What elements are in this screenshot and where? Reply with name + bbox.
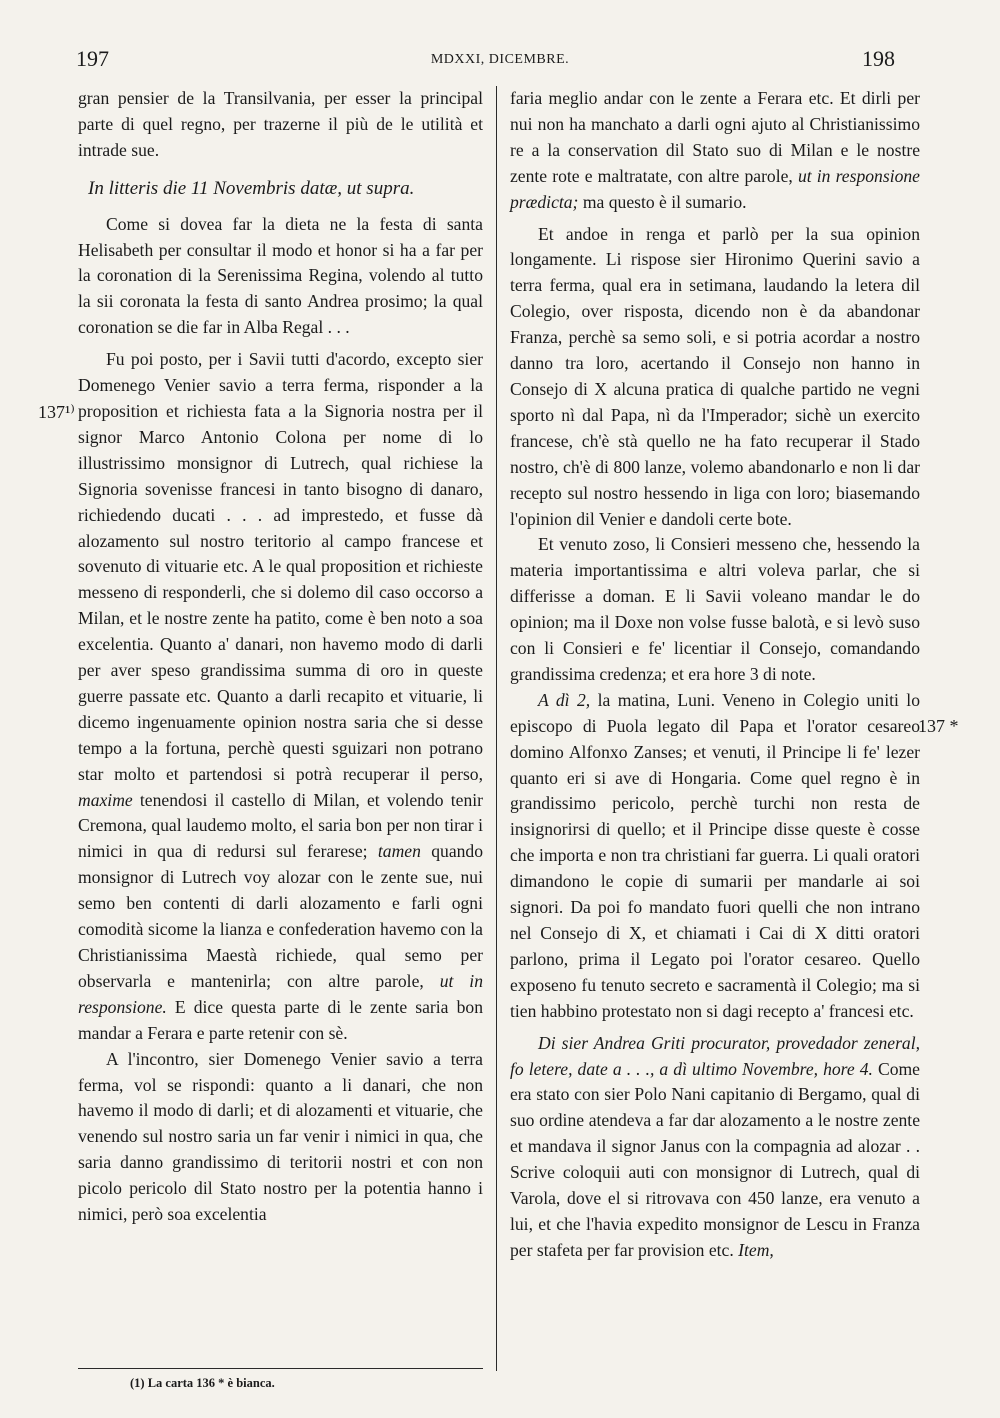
paragraph: A dì 2, la matina, Luni. Veneno in Colegio uniti lo episcopo di Puola legato dil Papa et l'orator cesareo domino Alfonxo Zanses; et venuti, il Principe li fe' lezer quanto eri si ave di Hongaria. Come quel regno è in grandissimo pericolo, perchè turchi non resta de insignorirsi di quello; et il Principe disse queste è cosse che importa e non tra christiani far guerra. Li quali oratori dimandono le copie di sumarii per mandarle ai soi signori. Da poi fo mandato fuori quelli che non intrano nel Consejo di X, et chiamati i Cai di X ditti oratori parlono, prima il Legato poi l'orator cesareo. Quello exposeno fu tenuto secreto e sacramentà il Colegio; ma si tien habbino protestato non si dagi recepto a' francesi etc.: [510, 689, 920, 1021]
paragraph: gran pensier de la Transilvania, per esser la principal parte di quel regno, per trazerne il più de le utilità et intrade sue.: [78, 88, 483, 160]
left-column: [78, 86, 483, 1228]
section-heading: In litteris die 11 Novembris datæ, ut supra.: [88, 177, 415, 199]
right-column: [510, 86, 920, 1264]
italic-phrase: ut in responsione prædicta;: [510, 165, 920, 212]
paragraph: A l'incontro, sier Domenego Venier savio a terra ferma, vol se rispondi: quanto a li danari, che non havemo il modo di darli; et di alozamenti et vituarie, che venendo sul nostro saria un far venir i nimici in qua, che saria danno grandissimo di teritorii nostri et con non picolo pericolo dil Stato nostro per la potentia hanno i nimici, però soa excelentia: [78, 1048, 483, 1225]
footnote-rule: [78, 1368, 483, 1369]
footnote: (1) La carta 136 * è bianca.: [130, 1376, 275, 1390]
column-divider: [496, 86, 497, 1371]
italic-date: A dì 2,: [538, 689, 591, 710]
page-header: [0, 46, 1000, 78]
italic-word: Item,: [738, 1239, 774, 1260]
paragraph: Et venuto zoso, li Consieri messeno che, hessendo la materia importantissima e altri voleva parlar, che si differisse a doman. E li Savii voleano mandar le do opinion; ma il Doxe non volse fusse balotà, e si levò suso con li Consieri e fe' licentiar il Consejo, comandando grandissima credenza; et era hore 3 di note.: [510, 534, 920, 684]
running-title: MDXXI, DICEMBRE.: [430, 52, 570, 67]
paragraph: Come si dovea far la dieta ne la festa di santa Helisabeth per consultar il modo et honor si ha a far per la coronation di la Serenissima Regina, volendo al tutto la sii coronata la festa di santo Andrea prosimo; la qual coronation se die far in Alba Regal . . .: [78, 213, 483, 338]
right-page-number: 198: [862, 46, 895, 71]
italic-letter-heading: Di sier Andrea Griti procurator, provedador zeneral, fo letere, date a . . ., a dì ultimo Novembre, hore 4.: [510, 1032, 920, 1079]
left-margin-note: 137¹⁾: [38, 402, 75, 422]
left-page-number: 197: [76, 46, 109, 71]
italic-word: tamen: [377, 841, 421, 862]
italic-word: maxime: [78, 789, 133, 810]
paragraph: Et andoe in renga et parlò per la sua opinion longamente. Li rispose sier Hironimo Querini savio a terra ferma, qual era in setimana, laudando la letera dil Colegio, over risposta, dicendo non è da abandonar Franza, perchè sa semo soli, e si potria acordar a nostro danno tra loro, acertando il Consejo non hanno in Consejo di X alcuna pratica di qualche partido ne vegni sporto nì dal Papa, nì da l'Imperador; sichè un exercito francese, ch'è stà quello ne ha fato recuperar il Stado nostro, ch'è di 800 lanze, volemo abandonarlo e non li dar recepto sul nostro hessendo in liga con loro; biasemando l'opinion dil Venier e dandoli certe bote.: [510, 223, 920, 529]
right-margin-note: 137 *: [918, 716, 959, 736]
italic-phrase: ut in responsione.: [78, 970, 483, 1017]
paragraph: faria meglio andar con le zente a Ferara etc. Et dirli per nui non ha manchato a darli ogni ajuto al Christianissimo re a la conservation dil Stato suo di Milan e le nostre zente rote e maltratate, con altre parole, ut in responsione prædicta; ma questo è il sumario.: [510, 88, 920, 212]
paragraph: Fu poi posto, per i Savii tutti d'acordo, excepto sier Domenego Venier savio a terra ferma, risponder a la proposition et richiesta fata a la Signoria nostra per il signor Marco Antonio Colona per nome di lo illustrissimo monsignor di Lutrech, qual richiese la Signoria sovenisse francesi in tanto bisogno di danaro, richiedendo ducati . . . ad imprestedo, et fusse dà alozamento sul nostro teritorio al campo francese et sovenuto di vituarie etc. A le qual proposition et richieste messeno di responderli, che si dolemo dil caso occorso a Milan, et le nostre zente ha patito, come è ben noto a soa excelentia. Quanto a' danari, non havemo modo di darli per aver speso grandissima summa di oro in queste guerre passate etc. Quanto a darli recapito et vituarie, li dicemo ingenuamente opinion nostra saria che si desse tempo a la fortuna, perchè questi sguizari non potrano star molto et partendosi si potrà recuperar il perso, maxime tenendosi il castello di Milan, et volendo tenir Cremona, qual laudemo molto, el saria bon per non tirar i nimici in qua di redursi sul ferarese; tamen quando monsignor di Lutrech voy alozar con le zente sue, nui semo ben contenti di darli alozamento e farli ogni comodità sicome la lianza e confederation havemo con la Christianissima Maestà richiede, qual semo per observarla e mantenirla; con altre parole, ut in responsione. E dice questa parte di le zente saria bon mandar a Ferara e parte retenir con sè.: [78, 349, 484, 1043]
paragraph: Di sier Andrea Griti procurator, provedador zeneral, fo letere, date a . . ., a dì ultimo Novembre, hore 4. Come era stato con sier Polo Nani capitanio di Bergamo, qual di suo ordine atendeva a far dar alozamento a le nostre zente et mandava il signor Janus con la compagnia ad alozar . . Scrive coloquii auti con monsignor di Lutrech, qual di Varola, dove el si ritrovava con 450 lanze, era venuto a lui, et che l'havia expedito monsignor de Lescu in Franza per stafeta per far provision etc. Item,: [510, 1032, 920, 1260]
